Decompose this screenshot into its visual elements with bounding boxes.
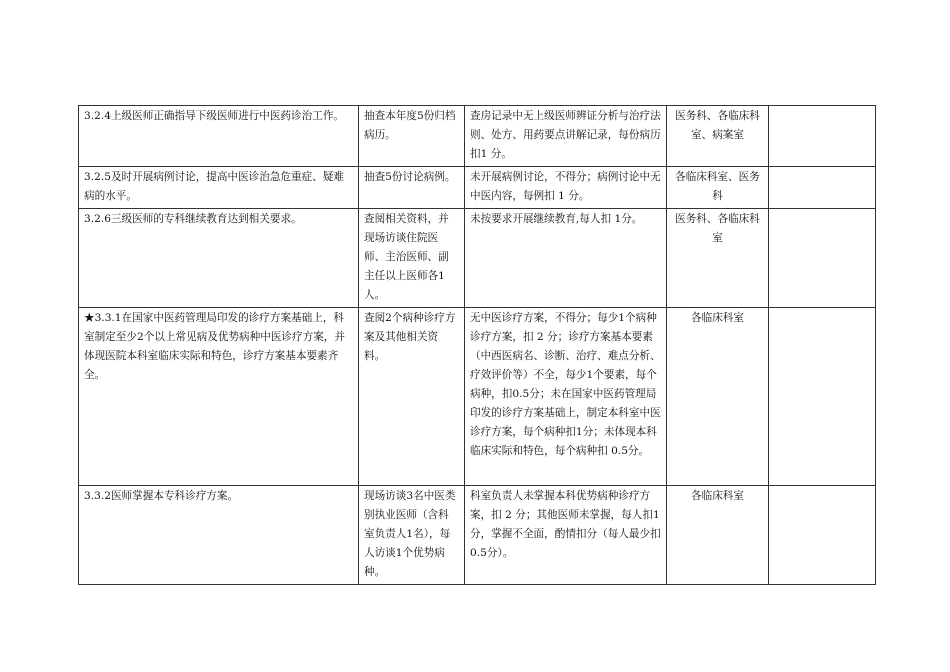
standard-cell: 3.2.5及时开展病例讨论，提高中医诊治急危重症、疑难病的水平。 (79, 167, 359, 209)
department-cell: 各临床科室、医务科 (667, 167, 769, 209)
extra-cell (769, 106, 876, 167)
extra-cell (769, 486, 876, 585)
table-row (79, 486, 876, 585)
method-cell: 查阅2个病种诊疗方案及其他相关资料。 (359, 308, 465, 486)
department-cell: 医务科、各临床科室、病案室 (667, 106, 769, 167)
table-row (79, 106, 876, 167)
standard-cell: 3.2.6三级医师的专科继续教育达到相关要求。 (79, 209, 359, 308)
table-row (79, 167, 876, 209)
table-row (79, 308, 876, 486)
method-cell: 抽查本年度5份归档病历。 (359, 106, 465, 167)
standard-cell: ★3.3.1在国家中医药管理局印发的诊疗方案基础上，科室制定至少2个以上常见病及优势病种中医诊疗方案，并体现医院本科室临床实际和特色，诊疗方案基本要素齐全。 (79, 308, 359, 486)
extra-cell (769, 209, 876, 308)
scoring-cell: 未开展病例讨论，不得分；病例讨论中无中医内容，每例扣 1 分。 (465, 167, 667, 209)
standard-cell: 3.3.2医师掌握本专科诊疗方案。 (79, 486, 359, 585)
extra-cell (769, 308, 876, 486)
standard-cell: 3.2.4上级医师正确指导下级医师进行中医药诊治工作。 (79, 106, 359, 167)
scoring-cell: 未按要求开展继续教育,每人扣 1分。 (465, 209, 667, 308)
scoring-cell: 科室负责人未掌握本科优势病种诊疗方案，扣 2 分；其他医师未掌握，每人扣1 分，掌握不全面，酌情扣分（每人最少扣0.5分）。 (465, 486, 667, 585)
method-cell: 查阅相关资料，并现场访谈住院医师、主治医师、副主任以上医师各1人。 (359, 209, 465, 308)
department-cell: 医务科、各临床科室 (667, 209, 769, 308)
department-cell: 各临床科室 (667, 308, 769, 486)
department-cell: 各临床科室 (667, 486, 769, 585)
table-row (79, 209, 876, 308)
extra-cell (769, 167, 876, 209)
scoring-cell: 无中医诊疗方案，不得分；每少1个病种诊疗方案，扣 2 分；诊疗方案基本要素（中西医病名、诊断、治疗、难点分析、疗效评价等）不全，每少1个要素，每个病种，扣0.5分；未在国家中医药管理局印发的诊疗方案基础上，制定本科室中医诊疗方案，每个病种扣1分；未体现本科临床实际和特色，每个病种扣 0.5分。 (465, 308, 667, 486)
method-cell: 抽查5份讨论病例。 (359, 167, 465, 209)
method-cell: 现场访谈3名中医类别执业医师（含科室负责人1名），每人访谈1个优势病种。 (359, 486, 465, 585)
evaluation-table (78, 105, 876, 585)
scoring-cell: 查房记录中无上级医师辨证分析与治疗法则、处方、用药要点讲解记录，每份病历扣1 分。 (465, 106, 667, 167)
